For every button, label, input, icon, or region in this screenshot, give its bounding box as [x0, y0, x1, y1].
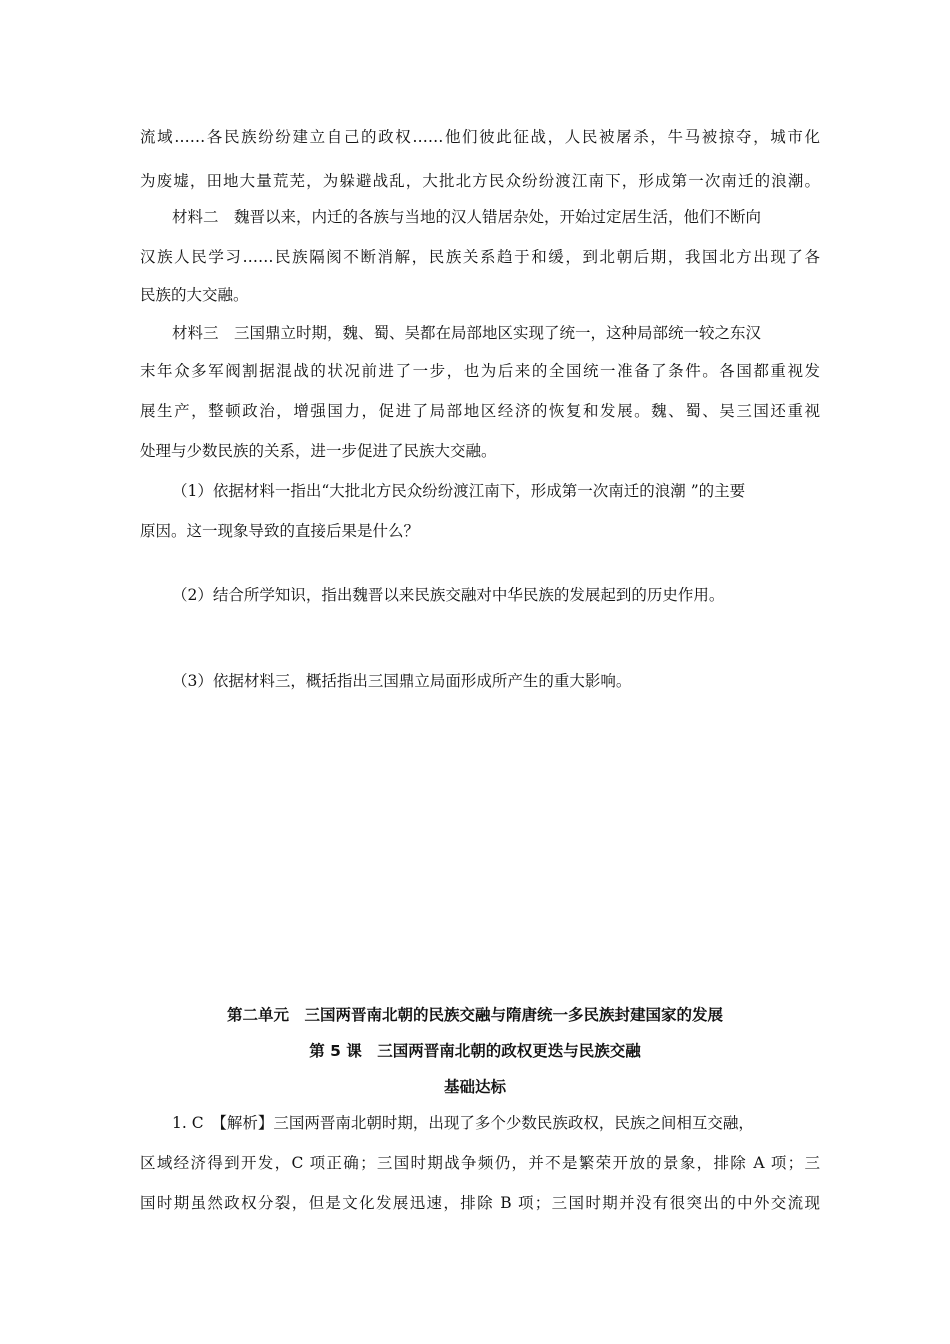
- passage-line: 展生产，整顿政治，增强国力，促进了局部地区经济的恢复和发展。魏、蜀、吴三国还重视: [140, 402, 820, 420]
- passage-line: 为废墟，田地大量荒芜，为躲避战乱，大批北方民众纷纷渡江南下，形成第一次南迁的浪潮。: [140, 172, 820, 190]
- question-1: （1）依据材料一指出“大批北方民众纷纷渡江南下，形成第一次南迁的浪潮 ”的主要: [172, 482, 746, 500]
- passage-line: 流域……各民族纷纷建立自己的政权……他们彼此征战，人民被屠杀，牛马被掠夺，城市化: [140, 128, 820, 146]
- question-3: （3）依据材料三，概括指出三国鼎立局面形成所产生的重大影响。: [172, 672, 632, 690]
- material-three-line: 材料三 三国鼎立时期，魏、蜀、吴都在局部地区实现了统一，这种局部统一较之东汉: [172, 324, 762, 342]
- unit-title: 第二单元 三国两晋南北朝的民族交融与隋唐统一多民族封建国家的发展: [226, 1006, 723, 1024]
- answer-line: 国时期虽然政权分裂，但是文化发展迅速，排除 B 项；三国时期并没有很突出的中外交流现: [140, 1194, 820, 1212]
- passage-line: 汉族人民学习……民族隔阂不断消解，民族关系趋于和缓，到北朝后期，我国北方出现了各: [140, 248, 820, 266]
- section-title: 基础达标: [443, 1078, 506, 1096]
- answer-1: 1. C 【解析】三国两晋南北朝时期，出现了多个少数民族政权，民族之间相互交融，: [172, 1114, 754, 1132]
- material-two-line: 材料二 魏晋以来，内迁的各族与当地的汉人错居杂处，开始过定居生活，他们不断向: [172, 208, 762, 226]
- answer-line: 区域经济得到开发，C 项正确；三国时期战争频仍，并不是繁荣开放的景象，排除 A 项；三: [140, 1154, 820, 1172]
- passage-line: 处理与少数民族的关系，进一步促进了民族大交融。: [140, 442, 497, 460]
- question-2: （2）结合所学知识，指出魏晋以来民族交融对中华民族的发展起到的历史作用。: [172, 586, 725, 604]
- passage-line: 末年众多军阀割据混战的状况前进了一步，也为后来的全国统一准备了条件。各国都重视发: [140, 362, 820, 380]
- lesson-title: 第 5 课 三国两晋南北朝的政权更迭与民族交融: [309, 1042, 641, 1060]
- question-1-continued: 原因。这一现象导致的直接后果是什么？: [140, 522, 420, 540]
- passage-line: 民族的大交融。: [140, 286, 249, 304]
